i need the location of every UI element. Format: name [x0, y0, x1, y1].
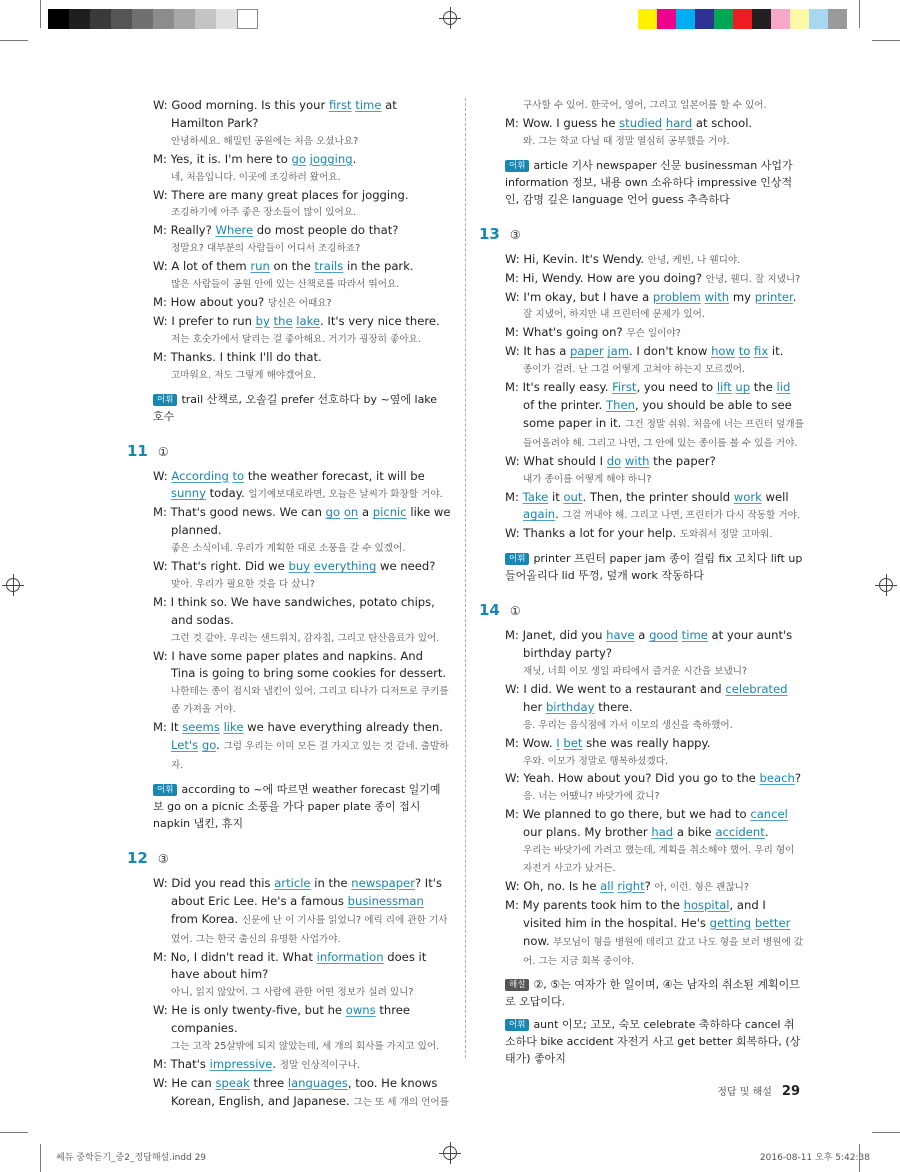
answer-mark: ③ — [157, 851, 169, 866]
blank-answer: all — [600, 878, 614, 893]
dialogue-line: M: Hi, Wendy. How are you doing? 안녕, 웬디. 잘 지냈니? — [505, 270, 801, 285]
blank-answer: like — [223, 720, 244, 735]
korean-translation: 좋은 소식이네. 우리가 계획한 대로 소풍을 갈 수 있겠어. — [171, 543, 406, 555]
blank-answer: go — [201, 738, 217, 753]
blank-answer: information — [316, 949, 384, 964]
dialogue-line: M: It seems like we have everything already then. Let's go. 그럼 우리는 이미 모든 걸 가지고 있는 것 같네. 출발하자. — [153, 720, 449, 771]
blank-answer: up — [735, 380, 751, 395]
blank-answer: first — [328, 98, 352, 112]
dialogue-line: M: I think so. We have sandwiches, potato chips, and sodas. — [153, 594, 435, 627]
dialogue-line: M: Wow. I bet she was really happy. — [505, 735, 711, 750]
crop-mark — [40, 1144, 41, 1172]
korean-translation: 많은 사람들이 공원 안에 있는 산책로를 따라서 뛰어요. — [171, 279, 400, 291]
blank-answer: by — [255, 313, 270, 328]
answer-mark: ③ — [509, 227, 521, 242]
blank-answer: lid — [776, 380, 791, 395]
blank-answer: Let's — [171, 738, 199, 753]
note-tag: 어휘 — [505, 553, 529, 565]
blank-answer: birthday — [545, 699, 595, 714]
page-number: 29 — [781, 1084, 800, 1099]
dialogue-line: M: My parents took him to the hospital, and I visited him in the hospital. He's getting better now. 부모님이 형을 병원에 데리고 갔고 나도 형을 보러 병원에 갔어. 그는 지금 회복 중이야. — [505, 897, 804, 967]
korean-translation: 응. 너는 어땠니? 바닷가에 갔니? — [523, 791, 660, 803]
blank-answer: how — [711, 344, 736, 359]
question-12 — [127, 848, 451, 869]
crop-mark — [0, 40, 28, 41]
dialogue-line: W: Yeah. How about you? Did you go to the beach? — [505, 771, 801, 786]
color-swatch — [790, 9, 809, 29]
blank-answer: hard — [665, 115, 693, 130]
explanation-14 — [505, 976, 805, 1010]
korean-translation: 나한테는 종이 접시와 냅킨이 있어. 그리고 티나가 디저트로 쿠키를 좀 가져올 거야. — [171, 686, 449, 716]
registration-mark-icon — [6, 578, 20, 592]
dialogue-line: W: Good morning. Is this your first time at Hamilton Park? — [153, 98, 397, 130]
note-text: ②, ⑤는 여자가 한 일이며, ④는 남자의 취소된 계획이므로 오답이다. — [505, 978, 800, 1009]
dialogue-line: M: Wow. I guess he studied hard at school. — [505, 115, 753, 130]
dialogue-line: W: According to the weather forecast, it will be sunny today. 일기예보대로라면, 오늘은 날씨가 화창할 거야. — [153, 468, 443, 501]
blank-answer: seems — [182, 720, 220, 735]
dialogue-line: W: Hi, Kevin. It's Wendy. 안녕, 케빈, 나 웬디야. — [505, 251, 741, 266]
dialogue-line: M: How about you? 당신은 어때요? — [153, 294, 332, 309]
color-swatch — [216, 9, 237, 29]
blank-answer: article — [274, 875, 311, 890]
korean-translation: 고마워요. 저도 그렇게 해야겠어요. — [171, 369, 316, 381]
blank-answer: buy — [288, 559, 311, 574]
note-text: article 기사 newspaper 신문 businessman 사업가 information 정보, 내용 own 소유하다 impressive 인상적인, 감명 깊은 language 언어 guess 추측하다 — [505, 158, 793, 206]
korean-translation: 안녕하세요. 해밀턴 공원에는 처음 오셨나요? — [171, 135, 359, 147]
vocab-11 — [153, 781, 451, 832]
blank-answer: owns — [345, 1003, 376, 1018]
korean-translation: 그런 것 같아. 우리는 샌드위치, 감자칩, 그리고 탄산음료가 있어. — [171, 632, 440, 644]
blank-answer: Then — [606, 397, 635, 412]
note-tag: 어휘 — [505, 1019, 529, 1031]
blank-answer: time — [681, 628, 708, 643]
note-text: aunt 이모; 고모, 숙모 celebrate 축하하다 cancel 취소하다 bike accident 자전거 사고 get better 회복하다, (상태가) 좋아지 — [505, 1018, 801, 1066]
blank-answer: with — [704, 289, 730, 304]
crop-mark — [872, 40, 900, 41]
blank-answer: had — [651, 825, 674, 840]
dialogue-line: W: What should I do with the paper? — [505, 453, 716, 468]
vocab-13 — [505, 550, 805, 584]
korean-translation: 그럼 우리는 이미 모든 걸 가지고 있는 것 같네. 출발하자. — [171, 741, 449, 771]
blank-answer: businessman — [347, 893, 424, 908]
korean-translation: 내가 종이를 어떻게 해야 하니? — [523, 473, 652, 485]
korean-translation: 그걸 꺼내야 해. 그리고 나면, 프린터가 다시 작동할 거야. — [562, 510, 800, 522]
vocab-10 — [153, 391, 451, 425]
korean-translation: 아니, 읽지 않았어. 그 사람에 관한 어떤 정보가 실려 있니? — [171, 987, 414, 999]
blank-answer: Take — [522, 489, 549, 504]
korean-translation: 도와줘서 정말 고마워. — [679, 529, 773, 541]
dialogue-12 — [153, 875, 451, 1112]
blank-answer: lift — [716, 380, 732, 395]
blank-answer: languages — [287, 1075, 348, 1090]
answer-mark: ① — [157, 444, 169, 459]
blank-answer: First — [612, 380, 637, 395]
vocab-14 — [505, 1016, 805, 1067]
blank-answer: bet — [563, 735, 583, 750]
crop-mark — [859, 0, 860, 28]
answer-mark: ① — [509, 604, 521, 619]
note-text: trail 산책로, 오솔길 prefer 선호하다 by ~옆에 lake 호수 — [153, 392, 438, 423]
color-swatch — [657, 9, 676, 29]
dialogue-line: W: Did you read this article in the newspaper? It's about Eric Lee. He's a famous businessman from Korea. 신문에 난 이 기사를 읽었니? 에릭 리에 관한 기사였어. 그는 한국 출신의 유명한 사업가야. — [153, 875, 448, 945]
vocab-12 — [505, 157, 805, 208]
dialogue-line: M: What's going on? 무슨 일이야? — [505, 325, 681, 340]
blank-answer: celebrated — [725, 681, 788, 696]
color-swatch — [48, 9, 69, 29]
blank-answer: cancel — [750, 807, 788, 822]
dialogue-line: W: It has a paper jam. I don't know how to fix it. — [505, 344, 784, 359]
korean-translation: 구사할 수 있어. 한국어, 영어, 그리고 일본어를 할 수 있어. — [523, 100, 767, 111]
dialogue-line: M: Yes, it is. I'm here to go jogging. — [153, 151, 357, 166]
crop-mark — [0, 1132, 28, 1133]
blank-answer: run — [250, 259, 270, 274]
dialogue-line: W: I prefer to run by the lake. It's very nice there. — [153, 313, 440, 328]
question-13 — [479, 224, 805, 245]
dialogue-line: M: Really? Where do most people do that? — [153, 223, 399, 238]
dialogue-line: M: No, I didn't read it. What information does it have about him? — [153, 949, 427, 982]
section-label: 정답 및 해설 — [717, 1087, 772, 1098]
korean-translation: 와. 그는 학교 다닐 때 정말 열심히 공부했을 거야. — [523, 135, 730, 147]
slug-date: 2016-08-11 오후 5:42:38 — [759, 1153, 870, 1163]
blank-answer: hospital — [683, 897, 730, 912]
dialogue-14 — [505, 627, 805, 970]
blank-answer: to — [738, 344, 751, 359]
question-11 — [127, 441, 451, 462]
color-swatch — [111, 9, 132, 29]
color-swatch — [733, 9, 752, 29]
dialogue-line: M: We planned to go there, but we had to cancel our plans. My brother had a bike accident. — [505, 807, 788, 840]
blank-answer: beach — [759, 771, 795, 786]
blank-answer: do — [606, 453, 622, 468]
blank-answer: time — [355, 98, 382, 112]
color-swatch — [153, 9, 174, 29]
dialogue-line: W: That's right. Did we buy everything we need? — [153, 559, 436, 574]
crop-mark — [40, 0, 41, 28]
blank-answer: the — [273, 313, 293, 328]
korean-translation: 조깅하기에 아주 좋은 장소들이 많이 있어요. — [171, 207, 357, 219]
color-swatch — [714, 9, 733, 29]
dialogue-line: M: Thanks. I think I'll do that. — [153, 349, 322, 364]
korean-translation: 잘 지냈어, 하지만 내 프린터에 문제가 있어. — [523, 309, 705, 321]
color-swatch — [237, 9, 258, 29]
korean-translation: 안녕, 케빈, 나 웬디야. — [647, 254, 741, 266]
dialogue-11 — [153, 468, 451, 775]
color-swatch — [195, 9, 216, 29]
korean-translation: 당신은 어때요? — [267, 297, 332, 309]
korean-translation: 그는 또 세 개의 언어를 — [353, 1096, 449, 1108]
korean-translation: 맞아. 우리가 필요한 것을 다 샀니? — [171, 578, 315, 590]
color-swatch — [695, 9, 714, 29]
dialogue-line: W: He is only twenty-five, but he owns three companies. — [153, 1003, 411, 1036]
note-tag: 어휘 — [153, 784, 177, 796]
korean-translation: 저는 호숫가에서 달리는 걸 좋아해요. 거기가 굉장히 좋아요. — [171, 333, 421, 345]
color-swatch — [132, 9, 153, 29]
blank-answer: right — [617, 878, 645, 893]
left-column — [127, 97, 451, 1112]
blank-answer: According — [171, 468, 229, 483]
dialogue-line: W: I'm okay, but I have a problem with my printer. — [505, 289, 797, 304]
korean-translation: 종이가 걸려. 난 그걸 어떻게 고쳐야 하는지 모르겠어. — [523, 364, 746, 376]
column-divider — [465, 98, 466, 1058]
note-text: according to ~에 따르면 weather forecast 일기예보 go on a picnic 소풍을 가다 paper plate 종이 접시 napkin 냅킨, 휴지 — [153, 782, 441, 830]
crop-mark — [872, 1132, 900, 1133]
dialogue-line: M: That's impressive. 정말 인상적이구나. — [153, 1056, 361, 1071]
korean-translation: 우와. 이모가 정말로 행복하셨겠다. — [523, 755, 668, 767]
dialogue-line: W: A lot of them run on the trails in the park. — [153, 259, 414, 274]
color-swatch — [90, 9, 111, 29]
dialogue-line: M: It's really easy. First, you need to lift up the lid of the printer. Then, you should be able to see some paper in it. 그건 정말 쉬워. 처음에 너는 프린터 덮개를 들어올려야 해. 그리고 나면, 그 안에 있는 종이를 볼 수 있을 거야. — [505, 380, 804, 449]
korean-translation: 우리는 바닷가에 가려고 했는데, 계획을 취소해야 했어. 우리 형이 자전거 사고가 났거든. — [523, 845, 795, 874]
korean-translation: 일기예보대로라면, 오늘은 날씨가 화창할 거야. — [248, 489, 443, 501]
blank-answer: picnic — [372, 505, 407, 520]
blank-answer: again — [523, 507, 556, 522]
question-number: 12 — [127, 848, 148, 867]
color-swatch — [752, 9, 771, 29]
blank-answer: with — [624, 453, 650, 468]
blank-answer: sunny — [171, 486, 206, 501]
blank-answer: have — [606, 628, 635, 643]
blank-answer: getting — [709, 915, 752, 930]
blank-answer: impressive — [209, 1056, 273, 1071]
blank-answer: out — [563, 489, 583, 504]
dialogue-line: M: That's good news. We can go on a picnic like we planned. — [153, 505, 451, 538]
blank-answer: good — [649, 628, 678, 643]
blank-answer: problem — [652, 289, 701, 304]
blank-answer: go — [291, 151, 306, 166]
dialogue-12-continued — [505, 115, 805, 151]
blank-answer: fix — [754, 344, 769, 359]
registration-mark-icon — [443, 11, 457, 25]
blank-answer: to — [232, 468, 245, 483]
blank-answer: jam — [607, 344, 630, 359]
question-number: 11 — [127, 441, 148, 460]
blank-answer: speak — [215, 1075, 250, 1090]
korean-translation: 네, 처음입니다. 이곳에 조깅하러 왔어요. — [171, 171, 341, 183]
korean-translation: 신문에 난 이 기사를 읽었니? 에릭 리에 관한 기사였어. 그는 한국 출신의 유명한 사업가야. — [171, 914, 448, 945]
korean-translation: 무슨 일이야? — [626, 328, 681, 340]
dialogue-line: M: Janet, did you have a good time at your aunt's birthday party? — [505, 628, 793, 661]
dialogue-line: W: He can speak three languages, too. He knows Korean, English, and Japanese. 그는 또 세 개의 언어를 — [153, 1075, 449, 1108]
korean-translation: 재닛, 너희 이모 생일 파티에서 즐거운 시간을 보냈니? — [523, 666, 748, 678]
dialogue-line: W: There are many great places for jogging. — [153, 187, 409, 202]
blank-answer: newspaper — [351, 875, 415, 890]
question-14 — [479, 600, 805, 621]
blank-answer: jogging — [309, 151, 353, 166]
note-tag: 해설 — [505, 979, 529, 991]
blank-answer: Where — [215, 223, 254, 238]
korean-translation: 정말 인상적이구나. — [279, 1059, 361, 1071]
blank-answer: printer — [754, 289, 793, 304]
right-column — [479, 97, 805, 1067]
color-swatch — [771, 9, 790, 29]
dialogue-line: M: Take it out. Then, the printer should work well again. 그걸 꺼내야 해. 그리고 나면, 프린터가 다시 작동할 거야. — [505, 489, 800, 522]
note-tag: 어휘 — [505, 160, 529, 172]
slug-file: 쎄듀 중학듣기_중2_정답해설.indd 29 — [56, 1153, 207, 1163]
question-number: 13 — [479, 224, 500, 243]
note-tag: 어휘 — [153, 394, 177, 406]
dialogue-13 — [505, 251, 805, 545]
blank-answer: better — [754, 915, 791, 930]
dialogue-line: W: Oh, no. Is he all right? 아, 이런. 형은 괜찮니? — [505, 878, 749, 893]
dialogue-line: W: I have some paper plates and napkins. And Tina is going to bring some cookies for dessert. — [153, 648, 447, 681]
blank-answer: trails — [314, 259, 344, 274]
blank-answer: paper — [570, 344, 604, 359]
korean-translation: 아, 이런. 형은 괜찮니? — [654, 881, 749, 893]
blank-answer: studied — [619, 115, 663, 130]
registration-mark-icon — [879, 578, 893, 592]
korean-translation: 부모님이 형을 병원에 데리고 갔고 나도 형을 보러 병원에 갔어. 그는 지금 회복 중이야. — [523, 936, 804, 967]
korean-translation: 정말요? 대부분의 사람들이 어디서 조깅하죠? — [171, 243, 361, 255]
korean-translation: 그는 고작 25살밖에 되지 않았는데, 세 개의 회사를 가지고 있어. — [171, 1041, 440, 1053]
color-swatch — [809, 9, 828, 29]
blank-answer: on — [343, 505, 359, 520]
color-swatch — [174, 9, 195, 29]
blank-answer: work — [733, 489, 762, 504]
note-text: printer 프린터 paper jam 종이 걸림 fix 고치다 lift up 들어올리다 lid 뚜껑, 덮개 work 작동하다 — [505, 552, 803, 583]
korean-translation: 그건 정말 쉬워. 처음에 너는 프린터 덮개를 들어올려야 해. 그리고 나면, 그 안에 있는 종이를 볼 수 있을 거야. — [523, 418, 804, 449]
blank-answer: everything — [313, 559, 377, 574]
korean-translation: 응. 우리는 음식점에 가서 이모의 생신을 축하했어. — [523, 719, 733, 731]
color-swatch — [69, 9, 90, 29]
color-swatch — [676, 9, 695, 29]
dialogue-line: W: I did. We went to a restaurant and celebrated her birthday there. — [505, 681, 788, 714]
page-footer — [717, 1083, 800, 1099]
dialogue-10 — [153, 97, 451, 385]
registration-mark-icon — [443, 1146, 457, 1160]
color-swatch — [638, 9, 657, 29]
blank-answer: lake — [296, 313, 321, 328]
dialogue-line: W: Thanks a lot for your help. 도와줘서 정말 고마워. — [505, 526, 773, 541]
blank-answer: I — [556, 735, 560, 750]
question-number: 14 — [479, 601, 500, 620]
blank-answer: accident — [715, 825, 765, 840]
color-swatch — [828, 9, 847, 29]
blank-answer: go — [325, 505, 341, 520]
korean-translation: 안녕, 웬디. 잘 지냈니? — [705, 273, 801, 285]
